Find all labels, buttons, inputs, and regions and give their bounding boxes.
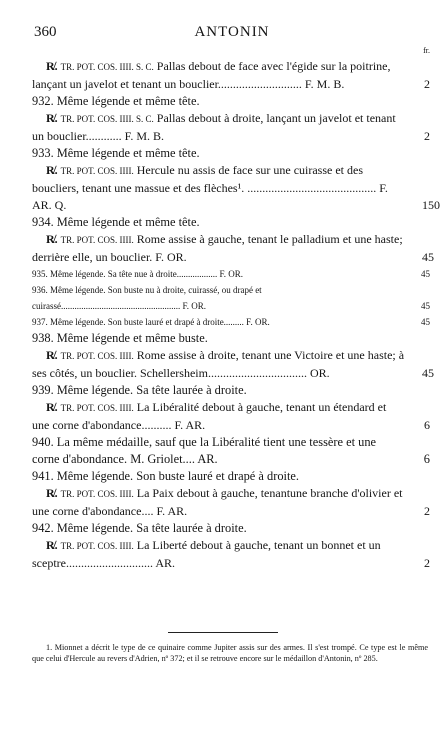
page-number: 360 <box>34 24 57 40</box>
reverse-symbol: R̸. <box>46 348 58 362</box>
reverse-legend: TR. POT. COS. IIII. <box>60 489 134 499</box>
price-column-head: fr. <box>423 46 430 55</box>
entry-text: La Paix debout à gauche, tenantune branche d'olivier et une corne d'abondance.... F. AR. <box>32 486 403 518</box>
coin-entry <box>32 266 430 282</box>
coin-entry <box>32 93 430 110</box>
price-value: 2 <box>424 77 430 91</box>
entry-text: 942. Même légende. Sa tête laurée à droite. <box>32 521 247 535</box>
page-header <box>34 24 430 55</box>
reverse-legend: TR. POT. COS. IIII. <box>60 541 134 551</box>
entry-text: 935. Même légende. Sa tête nue à droite.................. F. OR. <box>32 269 243 279</box>
coin-entry <box>32 434 430 468</box>
running-title: ANTONIN <box>194 24 270 40</box>
price-value: 45 <box>422 250 434 264</box>
coin-entry <box>32 145 430 162</box>
catalogue-entries <box>32 58 440 572</box>
reverse-legend: TR. POT. COS. IIII. <box>60 166 134 176</box>
entry-text: Rome assise à droite, tenant une Victoire et une haste; à ses côtés, un bouclier. Schellersheim................................. OR. <box>32 348 405 380</box>
price-value: 150 <box>422 198 440 212</box>
reverse-description <box>32 537 430 572</box>
reverse-description <box>32 110 430 145</box>
coin-entry <box>32 214 430 231</box>
entry-text: 939. Même légende. Sa tête laurée à droite. <box>32 383 247 397</box>
reverse-legend: TR. POT. COS. IIII. <box>60 403 134 413</box>
entry-text: Pallas debout à droite, lançant un javelot et tenant un bouclier............ F. M. B. <box>32 111 396 143</box>
reverse-description <box>32 399 430 434</box>
reverse-legend: TR. POT. COS. IIII. S. C. <box>60 62 154 72</box>
price-value: 45 <box>421 269 430 279</box>
price-value: 45 <box>421 301 430 311</box>
entry-text: 932. Même légende et même tête. <box>32 94 200 108</box>
reverse-legend: TR. POT. COS. IIII. <box>60 235 134 245</box>
reverse-legend: TR. POT. COS. IIII. S. C. <box>60 114 154 124</box>
reverse-description <box>32 485 430 520</box>
coin-entry <box>32 382 430 399</box>
price-value: 2 <box>424 129 430 143</box>
entry-text: 933. Même légende et même tête. <box>32 146 200 160</box>
entry-text: 937. Même légende. Son buste lauré et drapé à droite......... F. OR. <box>32 317 270 327</box>
reverse-symbol: R̸. <box>46 111 58 125</box>
reverse-description <box>32 347 434 382</box>
reverse-description <box>32 231 434 266</box>
price-value: 45 <box>422 366 434 380</box>
reverse-symbol: R̸. <box>46 538 58 552</box>
reverse-symbol: R̸. <box>46 163 58 177</box>
reverse-symbol: R̸. <box>46 59 58 73</box>
entry-text: 936. Même légende. Son buste nu à droite, cuirassé, ou drapé et cuirassé..................................................... F. OR. <box>32 285 262 311</box>
reverse-symbol: R̸. <box>46 486 58 500</box>
entry-text: La Libéralité debout à gauche, tenant un étendard et une corne d'abondance.......... F. AR. <box>32 400 387 432</box>
coin-entry <box>32 330 430 347</box>
entry-text: Rome assise à gauche, tenant le palladium et une haste; derrière elle, un bouclier. F. OR. <box>32 232 403 264</box>
reverse-symbol: R̸. <box>46 232 58 246</box>
coin-entry <box>32 520 430 537</box>
coin-entry <box>32 314 430 330</box>
reverse-description <box>32 58 430 93</box>
reverse-description <box>32 162 440 214</box>
entry-text: 940. La même médaille, sauf que la Libéralité tient une tessère et une corne d'abondance. M. Griolet.... AR. <box>32 435 377 466</box>
reverse-legend: TR. POT. COS. IIII. <box>60 351 134 361</box>
entry-text: 938. Même légende et même buste. <box>32 331 208 345</box>
price-value: 2 <box>424 556 430 570</box>
entry-text: 934. Même légende et même tête. <box>32 215 200 229</box>
footnote-rule <box>168 632 278 633</box>
price-value: 45 <box>421 317 430 327</box>
entry-text: La Liberté debout à gauche, tenant un bonnet et un sceptre............................. AR. <box>32 538 381 570</box>
entry-text: Pallas debout de face avec l'égide sur la poitrine, lançant un javelot et tenant un bouclier............................ F. M. B. <box>32 59 391 91</box>
reverse-symbol: R̸. <box>46 400 58 414</box>
entry-text: Hercule nu assis de face sur une cuirasse et des boucliers, tenant une massue et des flèches¹. ........................................... F. AR. Q. <box>32 163 388 212</box>
price-value: 2 <box>424 504 430 518</box>
price-value: 6 <box>424 418 430 432</box>
coin-entry <box>32 282 430 314</box>
entry-text: 941. Même légende. Son buste lauré et drapé à droite. <box>32 469 299 483</box>
footnote: 1. Mionnet a décrit le type de ce quinaire comme Jupiter assis sur des armes. Il s'est trompé. Ce type est le même que celui d'Hercule au revers d'Adrien, nº 372; et il se retrouve encore sur le médaillon d'Antonin, nº 285. <box>32 643 428 663</box>
price-value: 6 <box>423 452 430 466</box>
coin-entry <box>32 468 430 485</box>
